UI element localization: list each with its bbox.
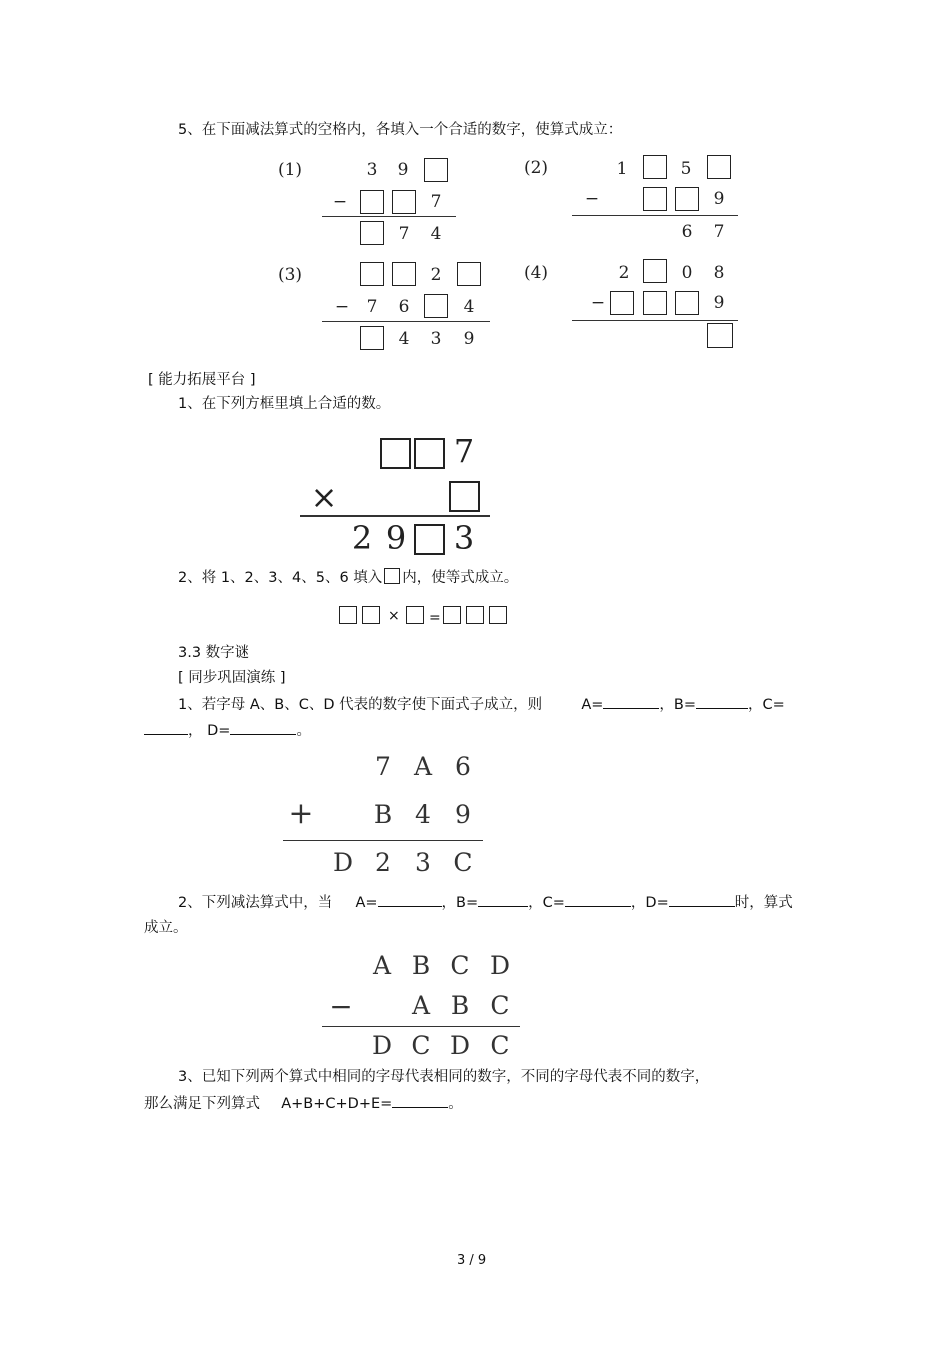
blank-box[interactable] bbox=[643, 155, 667, 179]
letter: D bbox=[489, 951, 511, 980]
puzzle-label: (2) bbox=[523, 158, 549, 178]
letter: D bbox=[449, 1031, 471, 1060]
blank-box[interactable] bbox=[339, 606, 357, 624]
digit: 9 bbox=[455, 800, 471, 829]
puzzle-label: (3) bbox=[277, 265, 303, 285]
digit: 2 bbox=[618, 263, 630, 283]
letter: C bbox=[450, 951, 470, 980]
digit: 9 bbox=[385, 519, 407, 557]
puzzle-label: (4) bbox=[523, 263, 549, 283]
letter: C bbox=[411, 1031, 431, 1060]
blank-box[interactable] bbox=[466, 606, 484, 624]
result-line bbox=[322, 216, 456, 217]
letter: B bbox=[373, 800, 393, 829]
letter: B bbox=[450, 991, 470, 1020]
letter: A bbox=[411, 991, 431, 1020]
label-d: ，D= bbox=[630, 895, 669, 911]
blank-box[interactable] bbox=[489, 606, 507, 624]
blank-box[interactable] bbox=[424, 158, 448, 182]
digit: 2 bbox=[375, 848, 391, 877]
result-line bbox=[283, 840, 483, 841]
letter: B bbox=[411, 951, 431, 980]
practice-question-3: 3、已知下列两个算式中相同的字母代表相同的数字，不同的字母代表不同的数字， bbox=[178, 1069, 710, 1085]
end-mark: 。 bbox=[296, 723, 311, 739]
blank-box[interactable] bbox=[675, 291, 699, 315]
digit: 2 bbox=[430, 265, 442, 285]
blank-box[interactable] bbox=[392, 262, 416, 286]
digit: 7 bbox=[453, 432, 475, 470]
letter: A bbox=[372, 951, 392, 980]
digit: 3 bbox=[453, 519, 475, 557]
result-line bbox=[572, 320, 738, 321]
blank-box[interactable] bbox=[675, 187, 699, 211]
digit: 9 bbox=[463, 329, 475, 349]
answer-blank-d[interactable] bbox=[230, 720, 296, 735]
blank-box[interactable] bbox=[424, 294, 448, 318]
question-5-text: 5、在下面减法算式的空格内，各填入一个合适的数字，使算式成立： bbox=[178, 122, 623, 138]
answer-blank-a[interactable] bbox=[378, 892, 442, 907]
result-line bbox=[322, 1026, 520, 1027]
digit: 7 bbox=[375, 752, 391, 781]
practice-question-3-line2 bbox=[144, 1093, 463, 1114]
q1-text: 1、若字母 A、B、C、D 代表的数字使下面式子成立，则 bbox=[178, 697, 543, 713]
label-b: ，B= bbox=[659, 697, 697, 713]
digit: 6 bbox=[398, 297, 410, 317]
q2-text: 2、下列减法算式中，当 bbox=[178, 895, 333, 911]
label-c: ，C= bbox=[748, 697, 785, 713]
digit: 1 bbox=[616, 159, 628, 179]
digit: 9 bbox=[397, 160, 409, 180]
blank-box[interactable] bbox=[360, 326, 384, 350]
digit: 4 bbox=[415, 800, 431, 829]
answer-blank-d[interactable] bbox=[669, 892, 735, 907]
practice-question-1 bbox=[178, 694, 785, 715]
result-line bbox=[572, 215, 738, 216]
minus-sign: − bbox=[590, 293, 606, 313]
label-a: A= bbox=[355, 895, 378, 911]
inline-box bbox=[384, 568, 400, 584]
digit: 0 bbox=[681, 263, 693, 283]
end-mark: 。 bbox=[448, 1096, 463, 1112]
blank-box[interactable] bbox=[380, 438, 411, 469]
digit: 3 bbox=[430, 329, 442, 349]
label-b: ，B= bbox=[441, 895, 479, 911]
digit: 6 bbox=[455, 752, 471, 781]
blank-box[interactable] bbox=[406, 606, 424, 624]
digit: 7 bbox=[366, 297, 378, 317]
times-sign: × bbox=[388, 608, 400, 624]
q2-text-post: 内，使等式成立。 bbox=[402, 570, 519, 586]
blank-box[interactable] bbox=[610, 291, 634, 315]
blank-box[interactable] bbox=[360, 262, 384, 286]
blank-box[interactable] bbox=[443, 606, 461, 624]
digit: 3 bbox=[415, 848, 431, 877]
ability-header: [ 能力拓展平台 ] bbox=[148, 372, 256, 388]
digit: 8 bbox=[713, 263, 725, 283]
digit: 9 bbox=[713, 189, 725, 209]
minus-sign: − bbox=[584, 189, 600, 209]
page-number: 3 / 9 bbox=[457, 1253, 487, 1268]
q2-tail: 时，算式 bbox=[734, 895, 793, 911]
digit: 5 bbox=[680, 159, 692, 179]
result-line bbox=[300, 515, 490, 517]
blank-box[interactable] bbox=[414, 524, 445, 555]
blank-box[interactable] bbox=[707, 323, 733, 348]
q2-text-pre: 2、将 1、2、3、4、5、6 填入 bbox=[178, 570, 383, 586]
practice-question-2 bbox=[178, 892, 793, 913]
ability-question-1: 1、在下列方框里填上合适的数。 bbox=[178, 396, 391, 412]
digit: 3 bbox=[366, 160, 378, 180]
times-sign: × bbox=[310, 478, 338, 516]
equals-sign: = bbox=[429, 610, 441, 626]
practice-header: [ 同步巩固演练 ] bbox=[178, 670, 286, 686]
blank-box[interactable] bbox=[643, 187, 667, 211]
blank-box[interactable] bbox=[707, 155, 731, 179]
blank-box[interactable] bbox=[362, 606, 380, 624]
answer-blank-c[interactable] bbox=[144, 720, 188, 735]
label-a: A= bbox=[581, 697, 604, 713]
minus-sign: − bbox=[329, 990, 353, 1023]
answer-blank-c[interactable] bbox=[565, 892, 631, 907]
ability-question-2 bbox=[178, 568, 518, 588]
answer-blank-b[interactable] bbox=[696, 694, 748, 709]
letter: C bbox=[453, 848, 473, 877]
blank-box[interactable] bbox=[392, 190, 416, 214]
practice-question-1-line2 bbox=[144, 720, 311, 741]
blank-box[interactable] bbox=[449, 481, 480, 512]
digit: 7 bbox=[713, 222, 725, 242]
puzzle-label: (1) bbox=[277, 160, 303, 180]
digit: 4 bbox=[430, 224, 442, 244]
blank-box[interactable] bbox=[643, 259, 667, 283]
blank-box[interactable] bbox=[360, 190, 384, 214]
blank-box[interactable] bbox=[414, 438, 445, 469]
digit: 7 bbox=[430, 192, 442, 212]
separator: ， bbox=[188, 723, 203, 739]
letter: A bbox=[413, 752, 433, 781]
letter: D bbox=[371, 1031, 393, 1060]
q3-expression: A+B+C+D+E= bbox=[281, 1096, 393, 1112]
q3-text: 那么满足下列算式 bbox=[144, 1096, 260, 1112]
digit: 4 bbox=[398, 329, 410, 349]
digit: 6 bbox=[681, 222, 693, 242]
letter: C bbox=[490, 1031, 510, 1060]
letter: D bbox=[332, 848, 354, 877]
blank-box[interactable] bbox=[643, 291, 667, 315]
digit: 4 bbox=[463, 297, 475, 317]
blank-box[interactable] bbox=[360, 221, 384, 245]
section-title: 3.3 数字谜 bbox=[178, 645, 250, 661]
plus-sign: + bbox=[288, 796, 314, 831]
blank-box[interactable] bbox=[457, 262, 481, 286]
result-line bbox=[322, 321, 490, 322]
answer-blank-a[interactable] bbox=[603, 694, 659, 709]
digit: 9 bbox=[713, 293, 725, 313]
practice-question-2-line2: 成立。 bbox=[144, 920, 188, 936]
label-c: ，C= bbox=[528, 895, 565, 911]
label-d: D= bbox=[207, 723, 231, 739]
minus-sign: − bbox=[334, 297, 350, 317]
answer-blank-sum[interactable] bbox=[392, 1093, 448, 1108]
digit: 7 bbox=[398, 224, 410, 244]
answer-blank-b[interactable] bbox=[478, 892, 528, 907]
digit: 2 bbox=[351, 519, 373, 557]
minus-sign: − bbox=[332, 192, 348, 212]
letter: C bbox=[490, 991, 510, 1020]
